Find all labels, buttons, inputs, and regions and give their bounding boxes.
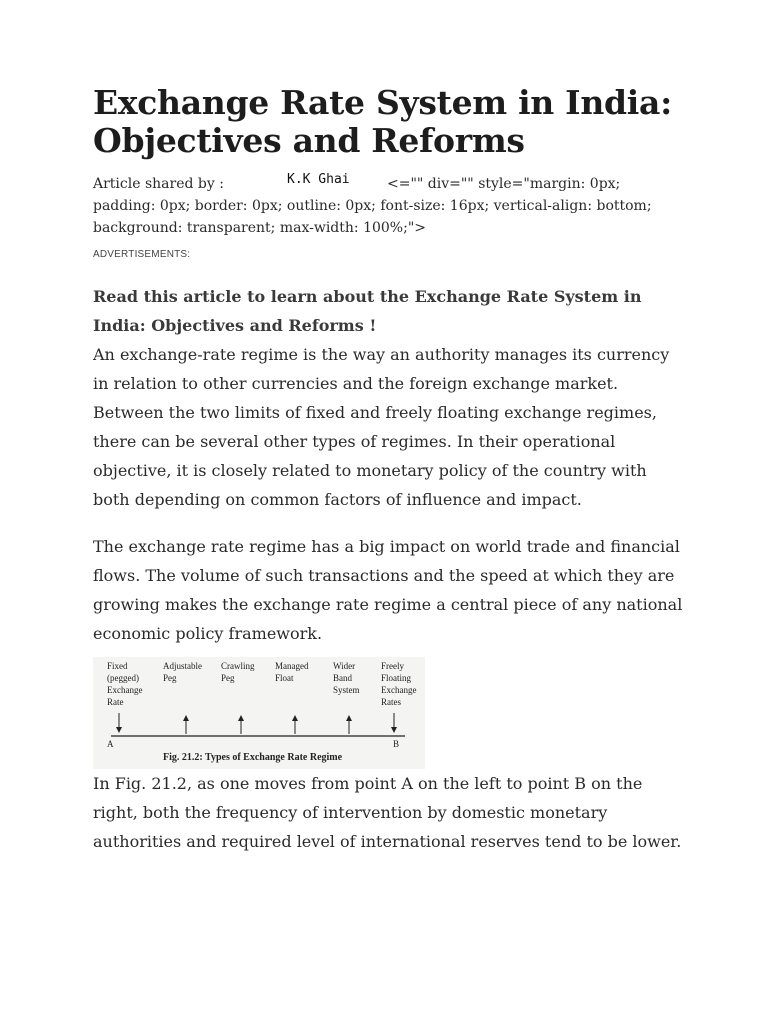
arrow-head-icon <box>346 715 352 721</box>
advertisements-label: ADVERTISEMENTS: <box>93 249 191 260</box>
figure-exchange-rate-regimes <box>93 657 425 769</box>
regime-diagram <box>93 657 425 769</box>
regime-label-line: Freely <box>381 661 404 671</box>
shared-by-label: Article shared by : <box>93 176 224 192</box>
regime-label-line: Peg <box>163 673 177 683</box>
regime-label-line: Rate <box>107 697 124 707</box>
arrow-head-icon <box>116 727 122 733</box>
regime-label-line: Exchange <box>107 685 143 695</box>
paragraph-1: An exchange-rate regime is the way an authority manages its currency in relation to other currencies and the foreign exchange market. Between the two limits of fixed and freely floating exchange regimes, there can be several other types of regimes. In their operational objective, it is closely related to monetary policy of the country with both depending on common factors of influence and impact. <box>93 345 670 509</box>
regime-label-line: Peg <box>221 673 235 683</box>
article-intro: Read this article to learn about the Exchange Rate System in India: Objectives and Reforms ! <box>93 287 642 335</box>
html-code-residue: <="" div="" style="margin: 0px; padding: 0px; border: 0px; outline: 0px; font-size: 16px; vertical-align: bottom; background: transparent; max-width: 100%;"> <box>93 176 652 236</box>
regime-label-line: Wider <box>333 661 356 671</box>
point-a-label: A <box>107 739 114 749</box>
regime-label-line: Managed <box>275 661 309 671</box>
article-title: Exchange Rate System in India: Objectives and Reforms <box>93 83 672 160</box>
article <box>93 84 683 856</box>
regime-label-line: Crawling <box>221 661 255 671</box>
byline <box>93 173 683 239</box>
figure-caption: Fig. 21.2: Types of Exchange Rate Regime <box>163 752 343 763</box>
paragraph-2: The exchange rate regime has a big impact on world trade and financial flows. The volume of such transactions and the speed at which they are growing makes the exchange rate regime a central piece of any national economic policy framework. <box>93 537 683 643</box>
arrow-head-icon <box>292 715 298 721</box>
author-name[interactable]: K.K Ghai <box>287 172 350 187</box>
regime-item <box>107 661 142 733</box>
regime-label-line: Adjustable <box>163 661 202 671</box>
regime-item <box>381 661 416 733</box>
regime-label-line: Exchange <box>381 685 417 695</box>
regime-label-line: Floating <box>381 673 412 683</box>
regime-label-line: Rates <box>381 697 401 707</box>
paragraph-3: In Fig. 21.2, as one moves from point A on the left to point B on the right, both the frequency of intervention by domestic monetary authorities and required level of international reserves tend to be lower. <box>93 774 682 851</box>
arrow-head-icon <box>183 715 189 721</box>
regime-item <box>221 661 255 734</box>
regime-label-line: Fixed <box>107 661 128 671</box>
regime-item <box>163 661 202 734</box>
arrow-head-icon <box>391 727 397 733</box>
regime-item <box>333 661 360 734</box>
regime-label-line: System <box>333 685 360 695</box>
regime-item <box>275 661 309 734</box>
regime-label-line: Float <box>275 673 294 683</box>
point-b-label: B <box>393 739 400 749</box>
regime-label-line: Band <box>333 673 352 683</box>
regime-label-line: (pegged) <box>107 673 139 683</box>
arrow-head-icon <box>238 715 244 721</box>
